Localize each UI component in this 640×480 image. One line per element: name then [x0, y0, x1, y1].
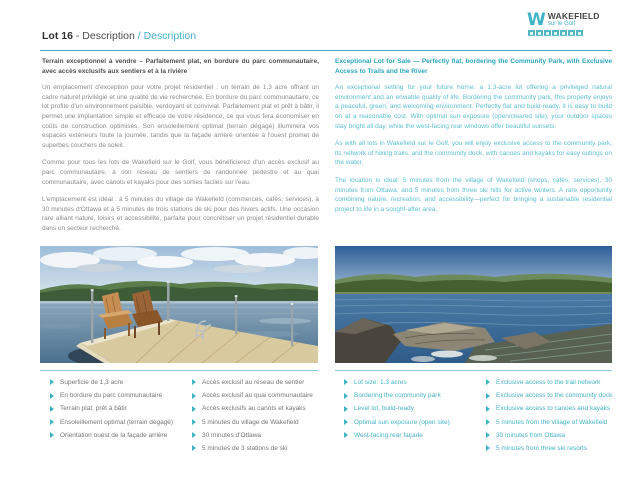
list-item-label: West-facing rear façade: [354, 431, 423, 439]
page-title: [42, 30, 196, 42]
title-dash: -: [72, 30, 83, 42]
english-paragraph: The location is ideal: 5 minutes from the village of Wakefield (shops, cafés, services), 30 minutes from Ottawa, and 5 minutes from three ski hills for active winters. A rare opportunity combining nature, recreation, and accessibility—perfect for bringing a sustainable residential project to life in a sought-after area.: [335, 176, 612, 213]
list-item-label: Terrain plat, prêt à bâtir: [60, 405, 127, 413]
list-item: [486, 445, 628, 452]
english-heading: Exceptional Lot for Sale — Perfectly flat, bordering the Community Park, with Exclusive Access to Trails and the River: [335, 58, 612, 75]
bullet-arrow-icon: [344, 393, 348, 399]
list-item-label: Lot size: 1.3 acres: [354, 379, 407, 386]
bullet-arrow-icon: [486, 406, 490, 412]
bullet-arrow-icon: [50, 432, 54, 438]
list-item: [486, 379, 628, 386]
list-item-label: Bordering the community park: [354, 392, 441, 400]
logo-pictogram-icon: [552, 30, 559, 36]
list-item: [50, 379, 192, 386]
bullet-arrow-icon: [486, 419, 490, 425]
english-paragraph: An exceptional setting for your future home: a 1.3-acre lot offering a privileged natural environment and an enviable quality of life. Bordering the community park, this property enjoys a peaceful, green, and welcoming environment. Perfectly flat and build-ready, it is easy to build on at a reasonable cost. With optimal sun exposure (open/cleared site), your outdoor spaces stay bright all day, while the west-facing rear windows offer beautiful sunsets.: [335, 84, 612, 130]
french-paragraph: L'emplacement est idéal : à 5 minutes du village de Wakefield (commerces, cafés, services), à 30 minutes d'Ottawa et à 5 minutes de trois stations de ski pour des hivers actifs. Une occasion rare alliant nature, loisirs et accessibilité, parfaite pour concrétiser un projet résidentiel durable dans un secteur recherché.: [42, 196, 319, 232]
title-description-fr: Description: [82, 30, 135, 42]
logo-pictogram-icon: [576, 30, 583, 36]
bullet-arrow-icon: [50, 419, 54, 425]
french-heading: Terrain exceptionnel à vendre – Parfaitement plat, en bordure du parc communautaire, avec accès exclusifs aux sentiers et à la rivière: [42, 58, 319, 75]
bullet-arrow-icon: [192, 393, 196, 399]
list-item: [344, 432, 486, 439]
english-list-divider: [335, 370, 612, 371]
french-description-column: [42, 57, 319, 242]
bullet-arrow-icon: [192, 419, 196, 425]
bullet-arrow-icon: [486, 445, 490, 451]
english-paragraph: As with all lots in Wakefield sur le Golf, you will enjoy exclusive access to the community park, its network of hiking trails, and the community dock, with canoes and kayaks for easy outings on the water.: [335, 140, 612, 167]
bullet-arrow-icon: [344, 419, 348, 425]
bullet-arrow-icon: [486, 393, 490, 399]
logo-tagline: sur le Golf: [547, 21, 576, 27]
list-item: [50, 405, 192, 412]
list-item: [344, 405, 486, 412]
title-slash: /: [134, 30, 144, 42]
bullet-arrow-icon: [192, 406, 196, 412]
list-item-label: 30 minutes d'Ottawa: [202, 431, 262, 439]
list-item: [192, 379, 334, 386]
list-item-label: Exclusive access to canoes and kayaks: [496, 405, 611, 413]
list-item-label: En bordure du parc communautaire: [60, 392, 163, 400]
logo-pictogram-icon: [536, 30, 543, 36]
list-item: [486, 432, 628, 439]
list-item: [192, 392, 334, 399]
list-item: [192, 419, 334, 426]
list-item: [486, 392, 628, 399]
list-item: [50, 432, 192, 439]
english-description-column: [335, 57, 612, 222]
french-feature-lists: [50, 379, 334, 458]
list-item: [192, 445, 334, 452]
list-item-label: Superficie de 1,3 acre: [60, 379, 124, 386]
logo-pictogram-row: [528, 30, 617, 36]
list-item-label: Ensoleillement optimal (terrain dégagé): [60, 418, 174, 426]
logo-pictogram-icon: [568, 30, 575, 36]
list-item-label: Orientation ouest de la façade arrière: [60, 431, 168, 439]
bullet-arrow-icon: [344, 379, 348, 385]
logo-pictogram-icon: [544, 30, 551, 36]
list-item: [192, 405, 334, 412]
title-description-en: Description: [143, 30, 197, 42]
bullet-arrow-icon: [50, 393, 54, 399]
french-list-divider: [40, 370, 318, 371]
english-feature-lists: [344, 379, 628, 458]
bullet-arrow-icon: [344, 432, 348, 438]
list-item: [50, 392, 192, 399]
lot-number: Lot 16: [42, 30, 73, 42]
bullet-arrow-icon: [192, 379, 196, 385]
list-item-label: Exclusive access to the community dock: [496, 392, 613, 400]
list-item-label: 5 minutes du village de Wakefield: [202, 418, 299, 426]
bullet-arrow-icon: [192, 445, 196, 451]
logo-brand-name: WAKEFIELD: [547, 11, 600, 21]
bullet-arrow-icon: [50, 379, 54, 385]
list-item-label: 5 minutes from three ski resorts: [496, 445, 588, 453]
list-item-label: 5 minutes from the village of Wakefield: [496, 418, 608, 426]
list-item: [486, 419, 628, 426]
list-item-label: 5 minutes de 3 stations de ski: [202, 445, 288, 453]
list-item: [344, 419, 486, 426]
logo-w-monogram-icon: W: [527, 10, 546, 30]
list-item-label: Optimal sun exposure (open site): [354, 418, 450, 426]
wakefield-logo: [527, 12, 617, 36]
list-item-label: Accès exclusif au réseau de sentier: [202, 379, 305, 386]
bullet-arrow-icon: [344, 406, 348, 412]
bullet-arrow-icon: [50, 406, 54, 412]
list-item: [486, 405, 628, 412]
bullet-arrow-icon: [486, 432, 490, 438]
bullet-arrow-icon: [486, 379, 490, 385]
french-paragraph: Comme pour tous les lots de Wakefield sur le Golf, vous bénéficierez d'un accès exclusif au parc communautaire, à son réseau de sentiers de randonnée pédestre et au quai communautaire, avec canots et kayaks pour des sorties faciles sur l'eau.: [42, 159, 319, 186]
list-item: [344, 392, 486, 399]
list-item-label: Accès exclusif au quai communautaire: [202, 392, 313, 400]
list-item: [192, 432, 334, 439]
french-paragraph: Un emplacement d'exception pour votre projet résidentiel : un terrain de 1,3 acre offrant un cadre naturel privilégié et une qualité de vie recherchée. En bordure du parc communautaire, ce lot profite d'un environnement paisible, verdoyant et convivial. Parfaitement plat et prêt à bâtir, il permet une implantation simple et efficace de votre résidence, ce qui vous fera économiser en coûts de construction optimisés. Son ensoleillement optimal (terrain dégagé) illuminera vos espaces extérieurs toute la journée, tandis que la façade arrière orientée à l'ouest promet de superbes couchers de soleil.: [42, 84, 319, 149]
logo-pictogram-icon: [560, 30, 567, 36]
list-item-label: Accès exclusifs au canots et kayaks: [202, 405, 306, 413]
lake-dock-photo: [40, 246, 318, 363]
list-item-label: Exclusive access to the trail network: [496, 379, 601, 386]
list-item: [50, 419, 192, 426]
header-divider: [40, 50, 612, 51]
logo-pictogram-icon: [528, 30, 535, 36]
bullet-arrow-icon: [192, 432, 196, 438]
rocky-shore-photo: [335, 246, 612, 363]
list-item: [344, 379, 486, 386]
list-item-label: 30 minutes from Ottawa: [496, 431, 565, 439]
list-item-label: Level lot, build-ready: [354, 405, 414, 413]
